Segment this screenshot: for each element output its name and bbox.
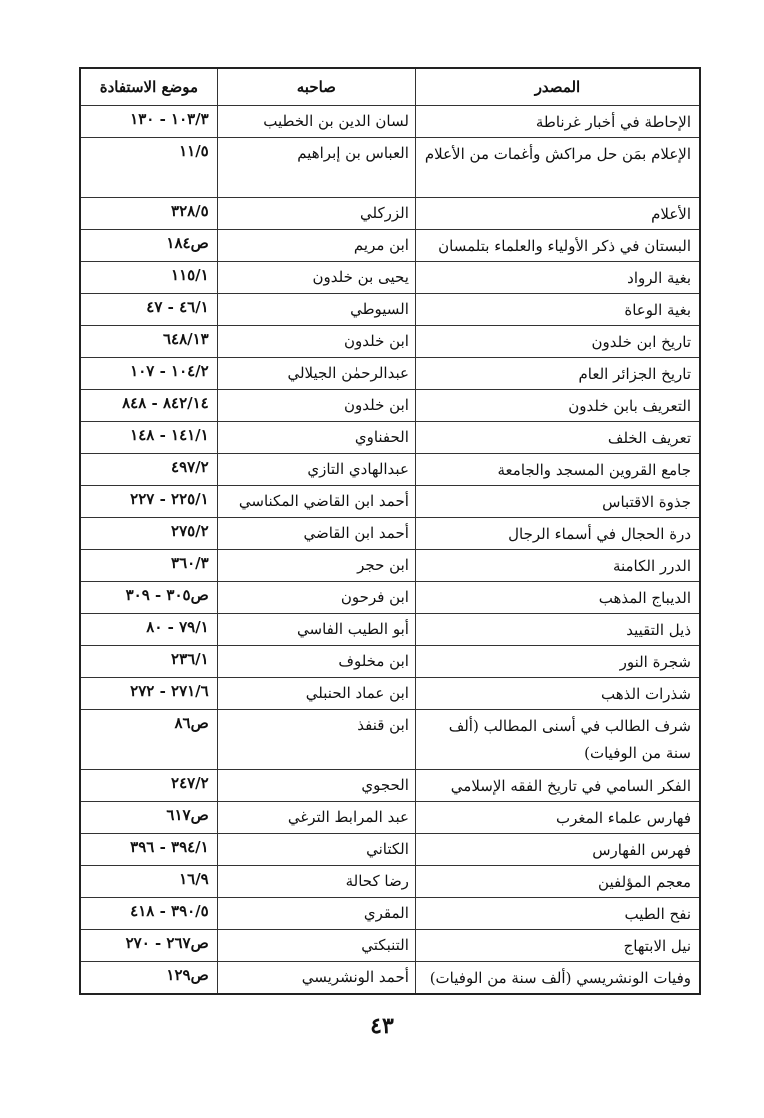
location-cell: ١٠٣/٣ - ١٣٠: [80, 106, 217, 138]
source-cell: شرف الطالب في أسنى المطالب (ألف سنة من الوفيات): [415, 710, 700, 770]
author-cell: ابن مريم: [217, 230, 415, 262]
location-cell: ٢٣٦/١: [80, 646, 217, 678]
author-cell: عبدالرحمٰن الجيلالي: [217, 358, 415, 390]
author-cell: عبد المرابط الترغي: [217, 802, 415, 834]
source-cell: الفكر السامي في تاريخ الفقه الإسلامي: [415, 770, 700, 802]
table-row: [80, 486, 700, 518]
author-cell: ابن حجر: [217, 550, 415, 582]
location-cell: ٧٩/١ - ٨٠: [80, 614, 217, 646]
author-cell: المقري: [217, 898, 415, 930]
table-row: [80, 710, 700, 770]
header-source: المصدر: [415, 68, 700, 106]
table-row: [80, 834, 700, 866]
location-cell: ٣٦٠/٣: [80, 550, 217, 582]
source-cell: ذيل التقييد: [415, 614, 700, 646]
source-cell: البستان في ذكر الأولياء والعلماء بتلمسان: [415, 230, 700, 262]
author-cell: ابن عماد الحنبلي: [217, 678, 415, 710]
author-cell: ابن مخلوف: [217, 646, 415, 678]
table-row: [80, 866, 700, 898]
location-cell: ٣٩٠/٥ - ٤١٨: [80, 898, 217, 930]
table-row: [80, 454, 700, 486]
location-cell: ٤٩٧/٢: [80, 454, 217, 486]
author-cell: ابن خلدون: [217, 390, 415, 422]
table-row: [80, 230, 700, 262]
location-cell: ٢٢٥/١ - ٢٢٧: [80, 486, 217, 518]
source-cell: تاريخ ابن خلدون: [415, 326, 700, 358]
table-row: [80, 802, 700, 834]
source-cell: فهارس علماء المغرب: [415, 802, 700, 834]
location-cell: ٢٧٥/٢: [80, 518, 217, 550]
location-cell: ٤٦/١ - ٤٧: [80, 294, 217, 326]
table-row: [80, 198, 700, 230]
author-cell: رضا كحالة: [217, 866, 415, 898]
source-cell: معجم المؤلفين: [415, 866, 700, 898]
source-cell: شجرة النور: [415, 646, 700, 678]
sources-table: [79, 67, 701, 995]
source-cell: التعريف بابن خلدون: [415, 390, 700, 422]
author-cell: عبدالهادي التازي: [217, 454, 415, 486]
author-cell: أحمد ابن القاضي المكناسي: [217, 486, 415, 518]
table-row: [80, 294, 700, 326]
location-cell: ١٦/٩: [80, 866, 217, 898]
source-cell: الإحاطة في أخبار غرناطة: [415, 106, 700, 138]
author-cell: يحيى بن خلدون: [217, 262, 415, 294]
location-cell: ص٢٦٧ - ٢٧٠: [80, 930, 217, 962]
location-cell: ٢٧١/٦ - ٢٧٢: [80, 678, 217, 710]
author-cell: ابن خلدون: [217, 326, 415, 358]
location-cell: ١٤١/١ - ١٤٨: [80, 422, 217, 454]
source-cell: الدرر الكامنة: [415, 550, 700, 582]
source-cell: نفح الطيب: [415, 898, 700, 930]
location-cell: ص١٢٩: [80, 962, 217, 994]
author-cell: السيوطي: [217, 294, 415, 326]
table-row: [80, 518, 700, 550]
source-cell: تعريف الخلف: [415, 422, 700, 454]
table-row: [80, 106, 700, 138]
location-cell: ٣٩٤/١ - ٣٩٦: [80, 834, 217, 866]
source-cell: شذرات الذهب: [415, 678, 700, 710]
source-cell: تاريخ الجزائر العام: [415, 358, 700, 390]
location-cell: ١٠٤/٢ - ١٠٧: [80, 358, 217, 390]
source-cell: بغية الوعاة: [415, 294, 700, 326]
table-row: [80, 770, 700, 802]
source-cell: الإعلام بمَن حل مراكش وأغمات من الأعلام: [415, 138, 700, 198]
header-location: موضع الاستفادة: [80, 68, 217, 106]
author-cell: الحجوي: [217, 770, 415, 802]
table-row: [80, 678, 700, 710]
source-cell: درة الحجال في أسماء الرجال: [415, 518, 700, 550]
location-cell: ص٨٦: [80, 710, 217, 770]
source-cell: جذوة الاقتباس: [415, 486, 700, 518]
source-cell: فهرس الفهارس: [415, 834, 700, 866]
table-row: [80, 326, 700, 358]
location-cell: ص٦١٧: [80, 802, 217, 834]
author-cell: لسان الدين بن الخطيب: [217, 106, 415, 138]
page-number: ٤٣: [370, 1013, 394, 1039]
author-cell: التنبكتي: [217, 930, 415, 962]
source-cell: وفيات الونشريسي (ألف سنة من الوفيات): [415, 962, 700, 994]
author-cell: ابن قنفذ: [217, 710, 415, 770]
location-cell: ٢٤٧/٢: [80, 770, 217, 802]
location-cell: ٦٤٨/١٣: [80, 326, 217, 358]
table-row: [80, 138, 700, 198]
author-cell: الكتاني: [217, 834, 415, 866]
author-cell: ابن فرحون: [217, 582, 415, 614]
location-cell: ص١٨٤: [80, 230, 217, 262]
location-cell: ص٣٠٥ - ٣٠٩: [80, 582, 217, 614]
table-row: [80, 962, 700, 994]
location-cell: ١١٥/١: [80, 262, 217, 294]
table-row: [80, 646, 700, 678]
table-row: [80, 358, 700, 390]
author-cell: أحمد الونشريسي: [217, 962, 415, 994]
table-row: [80, 262, 700, 294]
source-cell: الأعلام: [415, 198, 700, 230]
table-row: [80, 898, 700, 930]
author-cell: أحمد ابن القاضي: [217, 518, 415, 550]
table-row: [80, 582, 700, 614]
location-cell: ٣٢٨/٥: [80, 198, 217, 230]
table-row: [80, 614, 700, 646]
source-cell: جامع القروين المسجد والجامعة: [415, 454, 700, 486]
table-row: [80, 390, 700, 422]
source-cell: نيل الابتهاج: [415, 930, 700, 962]
source-cell: الديباج المذهب: [415, 582, 700, 614]
table-row: [80, 422, 700, 454]
location-cell: ٨٤٢/١٤ - ٨٤٨: [80, 390, 217, 422]
author-cell: أبو الطيب الفاسي: [217, 614, 415, 646]
source-cell: بغية الرواد: [415, 262, 700, 294]
location-cell: ١١/٥: [80, 138, 217, 198]
author-cell: الزركلي: [217, 198, 415, 230]
table-row: [80, 930, 700, 962]
table-header-row: [80, 68, 700, 106]
author-cell: العباس بن إبراهيم: [217, 138, 415, 198]
author-cell: الحفناوي: [217, 422, 415, 454]
table-row: [80, 550, 700, 582]
header-author: صاحبه: [217, 68, 415, 106]
